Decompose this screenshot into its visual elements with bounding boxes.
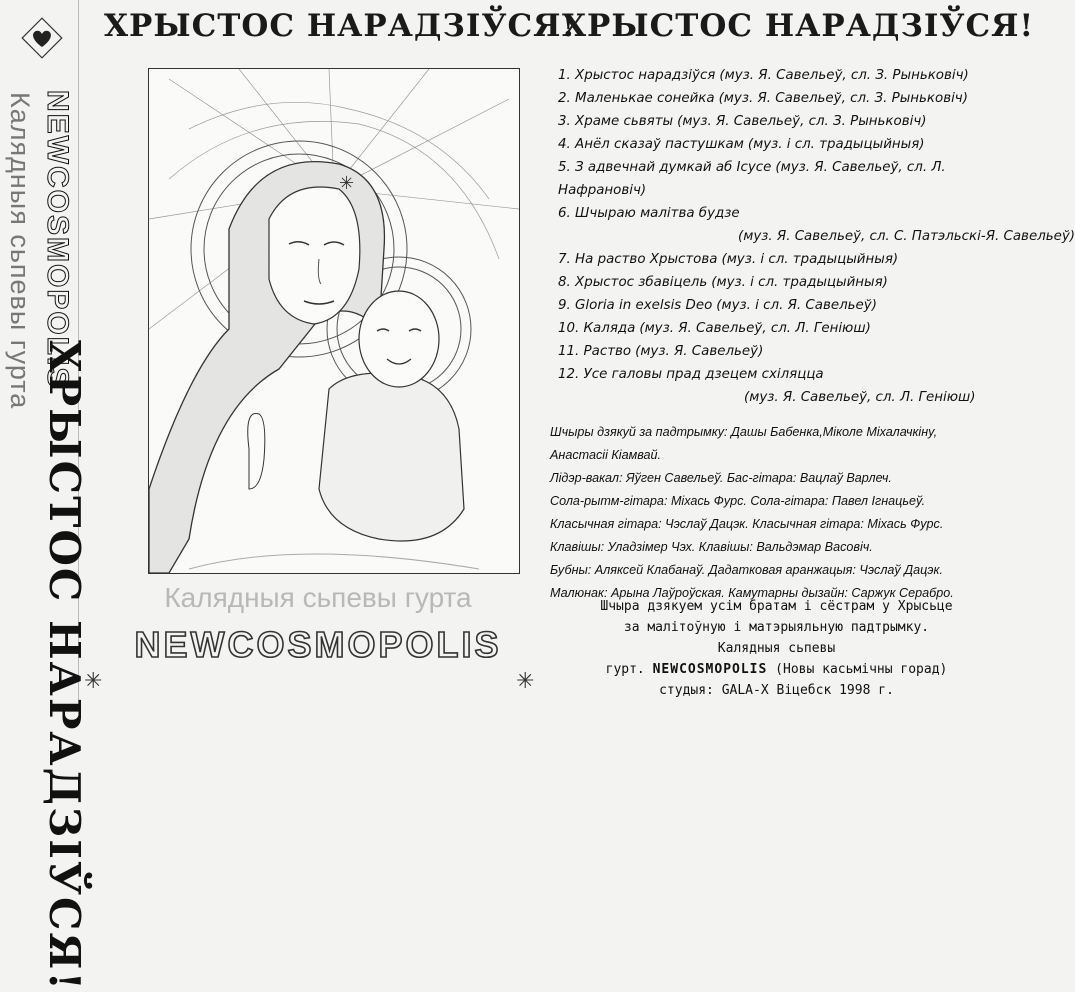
track-item: 4. Анёл сказаў пастушкам (муз. і сл. традыцыйныя) — [558, 137, 925, 152]
credit-line: Клавішы: Уладзімер Чэх. Клавішы: Вальдэмар Васовіч. — [550, 540, 873, 554]
credit-line: Класычная гітара: Чэслаў Дацэк. Класычная гітара: Міхась Фурс. — [550, 517, 944, 531]
thanks-line: за малітоўную і матэрыяльную падтрымку. — [623, 620, 930, 635]
credits-block — [550, 421, 1002, 605]
front-brand: NEWCOSMOPOLIS — [134, 624, 502, 665]
group-line — [548, 659, 1005, 680]
spine-panel — [0, 0, 89, 992]
thanks-line: Шчыра дзякуем усім братам і сёстрам у Хрысьце — [600, 599, 953, 614]
credit-line: Малюнак: Арына Лаўроўская. Камутарны дызайн: Саржук Серабро. — [550, 586, 954, 600]
closing-block — [548, 596, 1005, 701]
back-cover — [548, 0, 1075, 705]
track-credit-line: (муз. Я. Савельеў, сл. Л. Геніюш) — [744, 390, 976, 405]
credit-line: Анастасіі Кіамвай. — [550, 448, 662, 462]
madonna-drawing — [149, 69, 519, 573]
track-item: 11. Раство (муз. Я. Савельеў) — [558, 344, 764, 359]
back-title: ХРЫСТОС НАРАДЗІЎСЯ! — [562, 8, 1035, 44]
track-item: 6. Шчыраю малітва будзе — [558, 206, 740, 221]
madonna-illustration — [148, 68, 520, 574]
star-icon: ✳ — [516, 668, 535, 693]
track-item: 3. Храме сьвяты (муз. Я. Савельеў, сл. З. Рыньковіч) — [558, 114, 927, 129]
tracklist — [558, 64, 1075, 409]
spine-title: ХРЫСТОС НАРАДЗІЎСЯ! — [40, 340, 89, 992]
track-item: 7. На раство Хрыстова (муз. і сл. традыцыйныя) — [558, 252, 899, 267]
track-item: 10. Каляда (муз. Я. Савельеў, сл. Л. Геніюш) — [558, 321, 871, 336]
front-subtitle: Калядныя сьпевы гурта — [164, 582, 472, 613]
track-item: 12. Усе галовы прад дзецем схіляцца — [558, 367, 824, 382]
svg-text:✳: ✳ — [339, 173, 355, 193]
track-item: 2. Маленькае сонейка (муз. Я. Савельеў, сл. З. Рыньковіч) — [558, 91, 968, 106]
star-icon: ✳ — [84, 668, 103, 693]
spine-subtitle: Калядныя сьпевы гурта — [5, 92, 35, 410]
front-title: ХРЫСТОС НАРАДЗІЎСЯ! — [104, 8, 577, 44]
track-item: Нафрановіч) — [558, 183, 647, 198]
track-item: 5. З адвечнай думкай аб Ісусе (муз. Я. Савельеў, сл. Л. — [558, 160, 946, 175]
front-cover — [78, 0, 577, 705]
credit-line: Шчыры дзякуй за падтрымку: Дашы Бабенка,Міколе Міхалачкіну, — [550, 425, 938, 439]
group-suffix: (Новы касьмічны горад) — [775, 662, 948, 677]
credit-line: Лідэр-вакал: Яўген Савельеў. Бас-гітара: Вацлаў Варлеч. — [550, 471, 892, 485]
track-item: 1. Хрыстос нарадзіўся (муз. Я. Савельеў, сл. З. Рыньковіч) — [558, 68, 969, 83]
heart-icon — [22, 18, 62, 58]
group-prefix: гурт. — [605, 662, 645, 677]
closing-title: Калядныя сьпевы — [717, 641, 836, 656]
studio-line: студыя: GALA-X Віцебск 1998 г. — [659, 683, 894, 698]
track-item: 8. Хрыстос збавіцель (муз. і сл. традыцыйныя) — [558, 275, 888, 290]
group-brand: NEWCOSMOPOLIS — [652, 662, 768, 677]
credit-line: Сола-рытм-гітара: Міхась Фурс. Сола-гітара: Павел Ігнацьеў. — [550, 494, 926, 508]
track-item: 9. Gloria in exelsis Deo (муз. і сл. Я. Савельеў) — [558, 298, 877, 313]
spine-brand: NEWCOSMOPOLIS — [41, 90, 74, 390]
track-credit-line: (муз. Я. Савельеў, сл. С. Патэльскі-Я. Савельеў) — [738, 229, 1075, 244]
credit-line: Бубны: Аляксей Клабанаў. Дадатковая аранжацыя: Чэслаў Дацэк. — [550, 563, 943, 577]
